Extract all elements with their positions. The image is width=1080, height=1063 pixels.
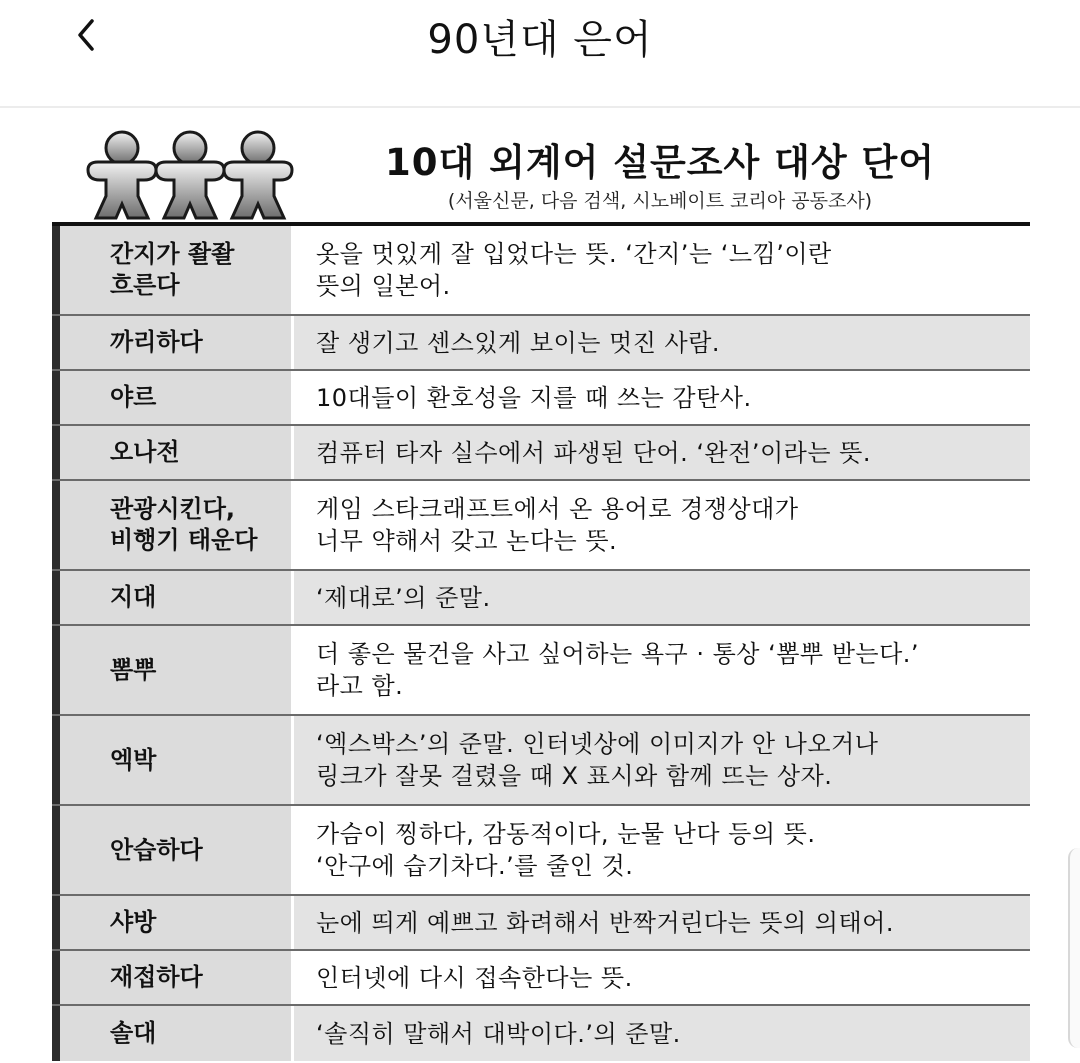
definition-cell: 인터넷에 다시 접속한다는 뜻. bbox=[294, 951, 1030, 1004]
term-cell: 지대 bbox=[52, 571, 294, 624]
table-row bbox=[52, 951, 1030, 1006]
term-cell: 샤방 bbox=[52, 896, 294, 949]
term-cell: 엑박 bbox=[52, 716, 294, 804]
definition-cell: 더 좋은 물건을 사고 싶어하는 욕구 · 통상 ‘뽐뿌 받는다.’ 라고 함. bbox=[294, 626, 1030, 714]
term-cell: 오나전 bbox=[52, 426, 294, 479]
definition-cell: ‘제대로’의 준말. bbox=[294, 571, 1030, 624]
term-cell: 야르 bbox=[52, 371, 294, 424]
document-title: 10대 외계어 설문조사 대상 단어 bbox=[385, 141, 935, 184]
definition-cell: 눈에 띄게 예쁘고 화려해서 반짝거린다는 뜻의 의태어. bbox=[294, 896, 1030, 949]
page-title: 90년대 은어 bbox=[427, 17, 653, 63]
table-row bbox=[52, 896, 1030, 951]
scroll-handle[interactable] bbox=[1068, 848, 1080, 1048]
table-row bbox=[52, 226, 1030, 316]
table-row bbox=[52, 806, 1030, 896]
definition-cell: 컴퓨터 타자 실수에서 파생된 단어. ‘완전’이라는 뜻. bbox=[294, 426, 1030, 479]
term-cell: 안습하다 bbox=[52, 806, 294, 894]
table-row bbox=[52, 626, 1030, 716]
definition-cell: 가슴이 찡하다, 감동적이다, 눈물 난다 등의 뜻. ‘안구에 습기차다.’를 줄인 것. bbox=[294, 806, 1030, 894]
term-cell: 뽐뿌 bbox=[52, 626, 294, 714]
table-row bbox=[52, 316, 1030, 371]
term-cell: 솔대 bbox=[52, 1006, 294, 1061]
table-row bbox=[52, 481, 1030, 571]
definition-cell: 10대들이 환호성을 지를 때 쓰는 감탄사. bbox=[294, 371, 1030, 424]
slang-table bbox=[52, 226, 1030, 1061]
definition-cell: ‘솔직히 말해서 대박이다.’의 준말. bbox=[294, 1006, 1030, 1061]
definition-cell: 옷을 멋있게 잘 입었다는 뜻. ‘간지’는 ‘느낌’이란 뜻의 일본어. bbox=[294, 226, 1030, 314]
table-row bbox=[52, 571, 1030, 626]
term-cell: 재접하다 bbox=[52, 951, 294, 1004]
mascot-figures-icon bbox=[78, 126, 298, 224]
table-row bbox=[52, 716, 1030, 806]
app-bar bbox=[0, 0, 1080, 108]
document-source: (서울신문, 다음 검색, 시노베이트 코리아 공동조사) bbox=[447, 190, 873, 212]
table-row bbox=[52, 371, 1030, 426]
definition-cell: 잘 생기고 센스있게 보이는 멋진 사람. bbox=[294, 316, 1030, 369]
term-cell: 까리하다 bbox=[52, 316, 294, 369]
term-cell: 관광시킨다, 비행기 태운다 bbox=[52, 481, 294, 569]
table-row bbox=[52, 426, 1030, 481]
definition-cell: ‘엑스박스’의 준말. 인터넷상에 이미지가 안 나오거나 링크가 잘못 걸렸을 때 X 표시와 함께 뜨는 상자. bbox=[294, 716, 1030, 804]
definition-cell: 게임 스타크래프트에서 온 용어로 경쟁상대가 너무 약해서 갖고 논다는 뜻. bbox=[294, 481, 1030, 569]
table-row bbox=[52, 1006, 1030, 1061]
term-cell: 간지가 좔좔 흐른다 bbox=[52, 226, 294, 314]
